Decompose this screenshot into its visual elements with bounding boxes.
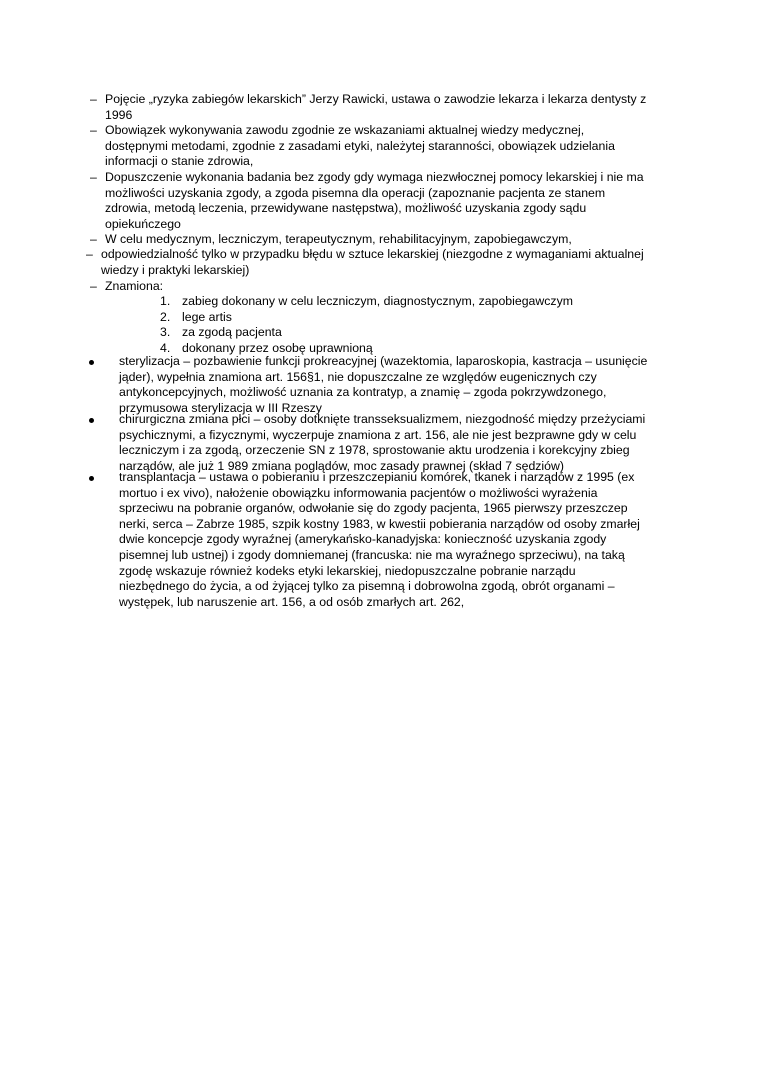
dash-item-line: dostępnymi metodami, zgodnie z zasadami etyki, należytej staranności, obowiązek udzielania [105, 138, 615, 153]
bullet-item-line: występek, lub naruszenie art. 156, a od osób zmarłych art. 262, [119, 594, 465, 609]
bullet-item-line: mortuo i ex vivo), nałożenie obowiązku informowania pacjentów o możliwości wyrażenia [119, 485, 598, 500]
dash-marker: – [90, 170, 97, 184]
dash-item-line: odpowiedzialność tylko w przypadku błędu w sztuce lekarskiej (niezgodne z wymaganiami aktualnej [101, 247, 644, 261]
bullet-item-line: antykoncepcyjnych, możliwość uznania za kontratyp, a znamię – zgoda pokrzywdzonego, [119, 385, 607, 400]
bullet-item-line: psychicznymi, a fizycznymi, wyczerpuje znamiona z art. 156, ale nie jest bezprawne gdy w celu [119, 427, 637, 442]
numbered-item-text: lege artis [182, 309, 232, 324]
bullet-item-line: nerki, serca – Zabrze 1985, szpik kostny 1983, w kwestii pobierania narządów od osoby zmarłej [119, 516, 640, 531]
bullet-icon [89, 360, 94, 365]
dash-marker: – [90, 232, 97, 246]
list-number: 3. [160, 325, 171, 340]
dash-marker: – [90, 92, 97, 106]
list-number: 4. [160, 340, 171, 355]
bullet-item-line: sterylizacja – pozbawienie funkcji prokreacyjnej (wazektomia, laparoskopia, kastracja – usunięcie [119, 354, 648, 368]
dash-item-line: wiedzy i praktyki lekarskiej) [101, 262, 250, 277]
dash-item-line: możliwości uzyskania zgody, a zgoda pisemna dla operacji (zapoznanie pacjenta ze stanem [105, 185, 606, 200]
bullet-item-line: pisemnej lub ustnej) i zgody domniemanej (francuska: nie ma wyraźnego sprzeciwu), na taką [119, 548, 625, 562]
bullet-item-line: zgodę wskazuje również kodeks etyki lekarskiej, niedopuszczalne pobranie narządu [119, 563, 576, 578]
dash-marker: – [90, 279, 97, 293]
list-number: 2. [160, 309, 171, 324]
dash-item-line: Znamiona: [105, 279, 164, 293]
bullet-item-line: narządów, ale już 1 989 zmiana poglądów, moc zasady prawnej (skład 7 sędziów) [119, 458, 564, 473]
dash-item-line: Dopuszczenie wykonania badania bez zgody gdy wymaga niezwłocznej pomocy lekarskiej i nie ma [105, 170, 644, 184]
bullet-item-line: transplantacja – ustawa o pobieraniu i przeszczepianiu komórek, tkanek i narządów z 1995 (ex [119, 470, 635, 484]
list-number: 1. [160, 294, 171, 308]
dash-item-line: W celu medycznym, leczniczym, terapeutycznym, rehabilitacyjnym, zapobiegawczym, [105, 232, 572, 246]
dash-item-line: opiekuńczego [105, 216, 181, 231]
dash-marker: – [90, 123, 97, 137]
bullet-item-line: dwie koncepcje zgody wyraźnej (amerykańsko-kanadyjska: konieczność uzyskania zgody [119, 532, 607, 547]
bullet-item-line: sprzeciwu na pobranie organów, odwołanie się do zgody pacjenta, 1965 pierwszy przeszczep [119, 501, 628, 516]
dash-item-line: Obowiązek wykonywania zawodu zgodnie ze wskazaniami aktualnej wiedzy medycznej, [105, 123, 585, 137]
numbered-item-text: dokonany przez osobę uprawnioną [182, 340, 373, 355]
dash-item-line: Pojęcie „ryzyka zabiegów lekarskich” Jerzy Rawicki, ustawa o zawodzie lekarza i lekarza dentysty z [105, 92, 647, 106]
bullet-item-line: przymusowa sterylizacja w III Rzeszy [119, 400, 322, 415]
bullet-icon [89, 418, 94, 423]
dash-item-line: 1996 [105, 107, 133, 122]
bullet-icon [89, 476, 94, 481]
dash-item-line: informacji o stanie zdrowia, [105, 154, 254, 169]
bullet-item-line: jąder), wypełnia znamiona art. 156§1, nie dopuszczalne ze względów eugenicznych czy [119, 369, 597, 384]
bullet-item-line: chirurgiczna zmiana płci – osoby dotknięte transseksualizmem, niezgodność między przeżyciami [119, 412, 646, 426]
numbered-item-text: zabieg dokonany w celu leczniczym, diagnostycznym, zapobiegawczym [182, 294, 573, 308]
dash-marker: – [86, 247, 93, 261]
dash-item-line: zdrowia, metodą leczenia, przewidywane następstwa), możliwość uzyskania zgody sądu [105, 201, 587, 216]
bullet-item-line: niezbędnego do życia, a od żyjącej tylko za pisemną i dobrowolna zgodą, obrót organami – [119, 579, 615, 594]
bullet-item-line: leczniczym i za zgodą, orzeczenie SN z 1978, sprostowanie aktu urodzenia i korekcyjny zbieg [119, 443, 630, 458]
numbered-item-text: za zgodą pacjenta [182, 325, 282, 340]
